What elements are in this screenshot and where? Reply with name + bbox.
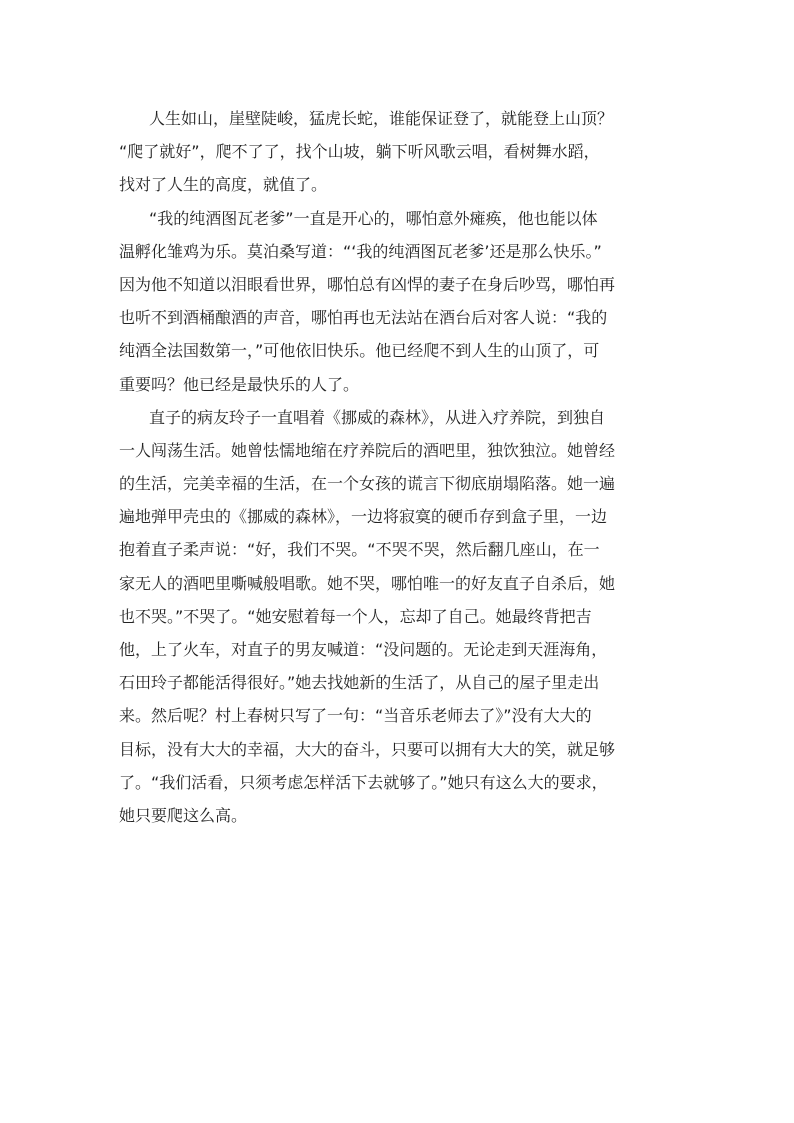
text-line: 她只要爬这么高。 <box>119 805 248 825</box>
text-line: 一人闯荡生活。她曾怯懦地缩在疗养院后的酒吧里，独饮独泣。她曾经 <box>119 440 616 460</box>
text-line: 也听不到酒桶酿酒的声音，哪怕再也无法站在酒台后对客人说：“我的 <box>119 308 608 328</box>
text-line: 直子的病友玲子一直唱着《挪威的森林》，从进入疗养院，到独自 <box>149 407 606 427</box>
text-line: 抱着直子柔声说：“好，我们不哭。“不哭不哭，然后翻几座山，在一 <box>119 540 600 560</box>
paragraph-2 <box>119 202 679 401</box>
text-line: 他，上了火车，对直子的男友喊道：“没问题的。无论走到天涯海角， <box>119 640 608 659</box>
text-line: 纯酒全法国数第一，”可他依旧快乐。他已经爬不到人生的山顶了，可 <box>119 341 600 361</box>
text-line: 人生如山，崖壁陡峻，猛虎长蛇，谁能保证登了，就能登上山顶？ <box>149 109 614 128</box>
article-body <box>119 102 679 832</box>
text-line: 温孵化雏鸡为乐。莫泊桑写道：“‘我的纯酒图瓦老爹’还是那么快乐。” <box>119 241 602 261</box>
text-line: 找对了人生的高度，就值了。 <box>119 175 328 195</box>
text-line: 家无人的酒吧里嘶喊般唱歌。她不哭，哪怕唯一的好友直子自杀后，她 <box>119 573 616 593</box>
text-line: “爬了就好”，爬不了了，找个山坡，躺下听风歌云唱，看树舞水蹈， <box>119 142 600 162</box>
text-line: 重要吗？他已经是最快乐的人了。 <box>119 374 360 394</box>
text-line: 了。“我们活看，只须考虑怎样活下去就够了。”她只有这么大的要求， <box>119 772 608 792</box>
paragraph-3 <box>119 401 679 832</box>
text-line: “我的纯酒图瓦老爹”一直是开心的，哪怕意外瘫痪，他也能以体 <box>149 208 598 228</box>
text-line: 遍地弹甲壳虫的《挪威的森林》，一边将寂寞的硬币存到盒子里，一边 <box>119 507 608 527</box>
text-line: 石田玲子都能活得很好。”她去找她新的生活了，从自己的屋子里走出 <box>119 673 600 693</box>
paragraph-1 <box>119 102 679 202</box>
text-line: 因为他不知道以泪眼看世界，哪怕总有凶悍的妻子在身后吵骂，哪怕再 <box>119 274 616 294</box>
text-line: 目标，没有大大的幸福，大大的奋斗，只要可以拥有大大的笑，就足够 <box>119 739 616 759</box>
text-line: 的生活，完美幸福的生活，在一个女孩的谎言下彻底崩塌陷落。她一遍 <box>119 474 616 494</box>
text-line: 也不哭。”不哭了。“她安慰着每一个人，忘却了自己。她最终背把吉 <box>119 606 592 626</box>
text-line: 来。然后呢？村上春树只写了一句：“当音乐老师去了》”没有大大的 <box>119 706 592 726</box>
